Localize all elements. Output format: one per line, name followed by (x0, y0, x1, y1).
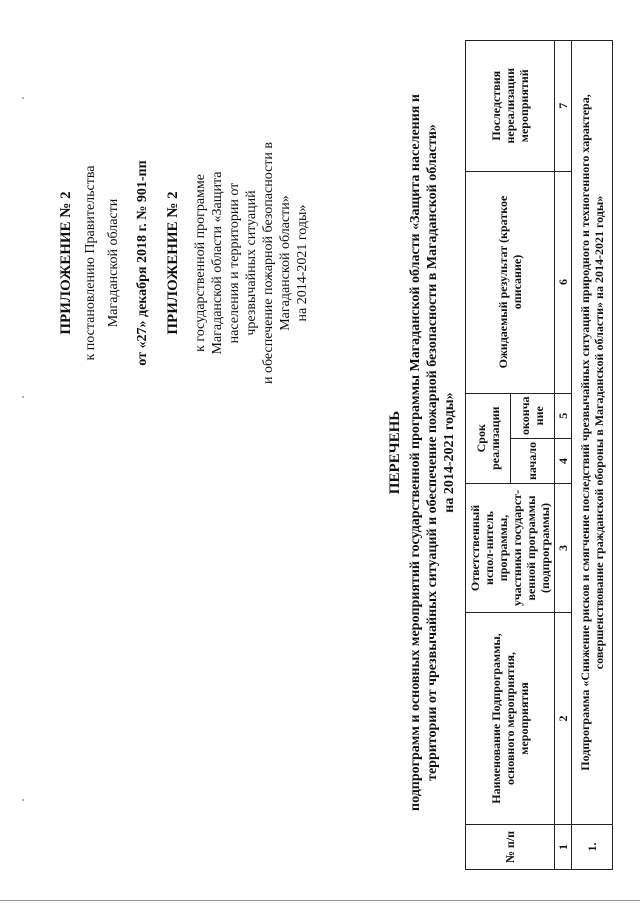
row-number: 1. (572, 825, 613, 870)
header-period: Срок реализации (466, 393, 511, 483)
title-heading: ПЕРЕЧЕНЬ (387, 410, 403, 495)
approval-line: населения и территории от (227, 182, 242, 344)
approval-block (58, 113, 311, 413)
header-name: Наименование Подпрограммы, основного мероприятия, мероприятия (466, 613, 555, 825)
title-line: территории от чрезвычайных ситуаций и обеспечение пожарной безопасности в Магаданской области» (425, 124, 440, 781)
header-consequences: Последствия нереализации мероприятий (466, 41, 555, 172)
appendix-header-2: ПРИЛОЖЕНИЕ № 2 (165, 191, 181, 335)
column-number: 5 (555, 393, 572, 438)
subprogram-title: Подпрограмма «Снижение рисков и смягчение последствий чрезвычайных ситуаций природного и техногенного характера, совершенствование гражданской обороны в Магаданской области» на 2014-2021 годы» (572, 41, 613, 825)
document-title (387, 30, 458, 875)
approval-line: и обеспечение пожарной безопасности в (261, 142, 276, 384)
measures-table (465, 40, 613, 870)
header-start: начало (510, 438, 555, 483)
approval-line: на 2014-2021 годы» (295, 204, 310, 322)
column-number: 3 (555, 484, 572, 613)
appendix-header: ПРИЛОЖЕНИЕ № 2 (58, 191, 74, 335)
approval-line: к государственной программе (193, 174, 208, 352)
column-number: 6 (555, 171, 572, 393)
column-number: 1 (555, 825, 572, 870)
title-line: на 2014-2021 годы» (442, 392, 457, 513)
approval-line: Магаданской области «Защита (210, 171, 225, 355)
header-executor: Ответственный испол-нитель программы, участники государст-венной программы (подпрограммы) (466, 484, 555, 613)
decree-reference: от «27» декабря 2018 г. № 901-пп (135, 160, 150, 366)
title-line: подпрограмм и основных мероприятий государственной программы Магаданской области «Защита населения и (408, 94, 423, 811)
column-number: 2 (555, 613, 572, 825)
approval-line: к постановлению Правительства (83, 165, 98, 361)
column-number: 7 (555, 41, 572, 172)
approval-line: Магаданской области (106, 198, 121, 328)
approval-line: Магаданской области» (278, 195, 293, 331)
table-row (572, 41, 613, 870)
header-num: № п/п (466, 825, 555, 870)
column-number-row (555, 41, 572, 870)
header-result: Ожидаемый результат (краткое описание) (466, 171, 555, 393)
column-number: 4 (555, 438, 572, 483)
approval-line: чрезвычайных ситуаций (244, 190, 259, 336)
header-end: оконча ние (510, 393, 555, 438)
